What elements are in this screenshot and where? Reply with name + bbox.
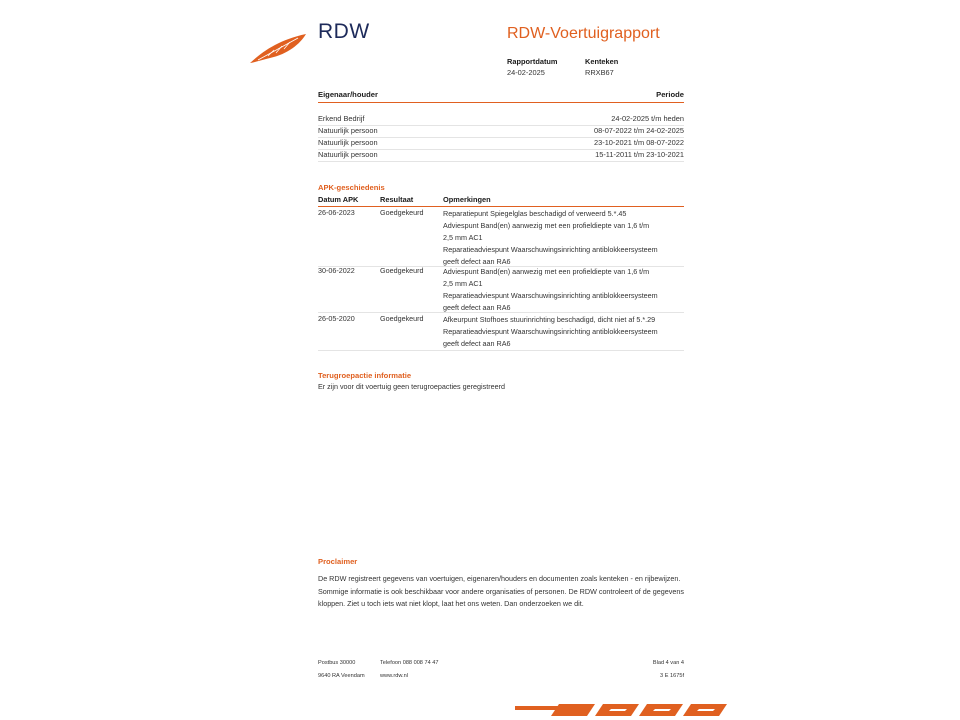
footer-city: 9640 RA Veendam: [318, 673, 365, 679]
apk-remark-line: Afkeurpunt Stofhoes stuurinrichting beschadigd, dicht niet af 5.*.29: [443, 315, 656, 324]
brand-name: RDW: [318, 20, 370, 43]
apk-remarks-column-header: Opmerkingen: [443, 195, 491, 204]
apk-result: Goedgekeurd: [380, 314, 424, 323]
apk-result: Goedgekeurd: [380, 266, 424, 275]
apk-date: 26-05-2020: [318, 314, 355, 323]
apk-remark-line: 2,5 mm AC1: [443, 279, 483, 288]
proclaimer-text: De RDW registreert gegevens van voertuigen, eigenaren/houders en documenten zoals kenteken - en rijbewijzen. Sommige informatie is ook beschikbaar voor andere organisaties of personen. De RDW controleert of de gegevens kloppen. Ziet u toch iets wat niet klopt, laat het ons weten. Dan onderzoeken we dit.: [318, 574, 684, 608]
apk-remark-line: Reparatieadviespunt Waarschuwingsinrichting antiblokkeersysteem: [443, 327, 658, 336]
apk-remark-line: geeft defect aan RA6: [443, 303, 511, 312]
decorative-stripes-icon: [515, 700, 735, 720]
footer-website-link[interactable]: www.rdw.nl: [380, 673, 408, 679]
apk-section-title: APK-geschiedenis: [318, 183, 385, 192]
apk-remark-line: 2,5 mm AC1: [443, 233, 483, 242]
plate-block: [585, 56, 618, 78]
apk-row: [318, 312, 684, 351]
apk-date: 26-06-2023: [318, 208, 355, 217]
owner-column-header: Eigenaar/houder: [318, 90, 378, 99]
owner-period: 23-10-2021 t/m 08-07-2022: [594, 138, 684, 147]
rdw-feather-logo-icon: [248, 30, 310, 66]
apk-remark-line: geeft defect aan RA6: [443, 257, 511, 266]
owner-type: Natuurlijk persoon: [318, 138, 378, 147]
period-column-header: Periode: [656, 90, 684, 99]
apk-remark-line: Reparatiepunt Spiegelglas beschadigd of verweerd 5.*.45: [443, 209, 627, 218]
footer-doc-code: 3 E 1675f: [660, 673, 684, 679]
report-title: RDW-Voertuigrapport: [507, 25, 660, 42]
apk-remarks: [443, 266, 683, 314]
apk-row: [318, 206, 684, 267]
footer-page-number: Blad 4 van 4: [652, 660, 684, 666]
recall-section-title: Terugroepactie informatie: [318, 371, 412, 380]
apk-result: Goedgekeurd: [380, 208, 424, 217]
owner-period: 15-11-2011 t/m 23-10-2021: [595, 150, 684, 159]
report-date-value: 24-02-2025: [507, 68, 545, 77]
recall-text: Er zijn voor dit voertuig geen terugroepacties geregistreerd: [318, 382, 505, 391]
apk-date: 30-06-2022: [318, 266, 355, 275]
plate-value: RRXB67: [585, 68, 614, 77]
plate-label: Kenteken: [585, 57, 619, 66]
apk-remark-line: Adviespunt Band(en) aanwezig met een profieldiepte van 1,6 t/m: [443, 221, 650, 230]
owner-type: Natuurlijk persoon: [318, 150, 378, 159]
apk-remark-line: Adviespunt Band(en) aanwezig met een profieldiepte van 1,6 t/m: [443, 267, 650, 276]
apk-row: [318, 264, 684, 313]
apk-result-column-header: Resultaat: [380, 195, 414, 204]
apk-remark-line: Reparatieadviespunt Waarschuwingsinrichting antiblokkeersysteem: [443, 245, 658, 254]
report-date-label: Rapportdatum: [507, 57, 558, 66]
owner-type: Natuurlijk persoon: [318, 126, 378, 135]
apk-remark-line: geeft defect aan RA6: [443, 339, 511, 348]
owner-period: 24-02-2025 t/m heden: [611, 114, 684, 123]
apk-remarks: [443, 314, 683, 350]
report-date-block: [507, 56, 558, 78]
apk-remark-line: Reparatieadviespunt Waarschuwingsinrichting antiblokkeersysteem: [443, 291, 658, 300]
footer-phone: Telefoon 088 008 74 47: [380, 660, 439, 666]
owner-row: [318, 149, 684, 162]
owners-table-header: [318, 90, 684, 103]
apk-remarks: [443, 208, 683, 268]
owner-type: Erkend Bedrijf: [318, 114, 365, 123]
proclaimer-section-title: Proclaimer: [318, 557, 358, 566]
footer-postbus: Postbus 30000: [318, 660, 356, 666]
owner-period: 08-07-2022 t/m 24-02-2025: [594, 126, 684, 135]
apk-date-column-header: Datum APK: [318, 195, 359, 204]
